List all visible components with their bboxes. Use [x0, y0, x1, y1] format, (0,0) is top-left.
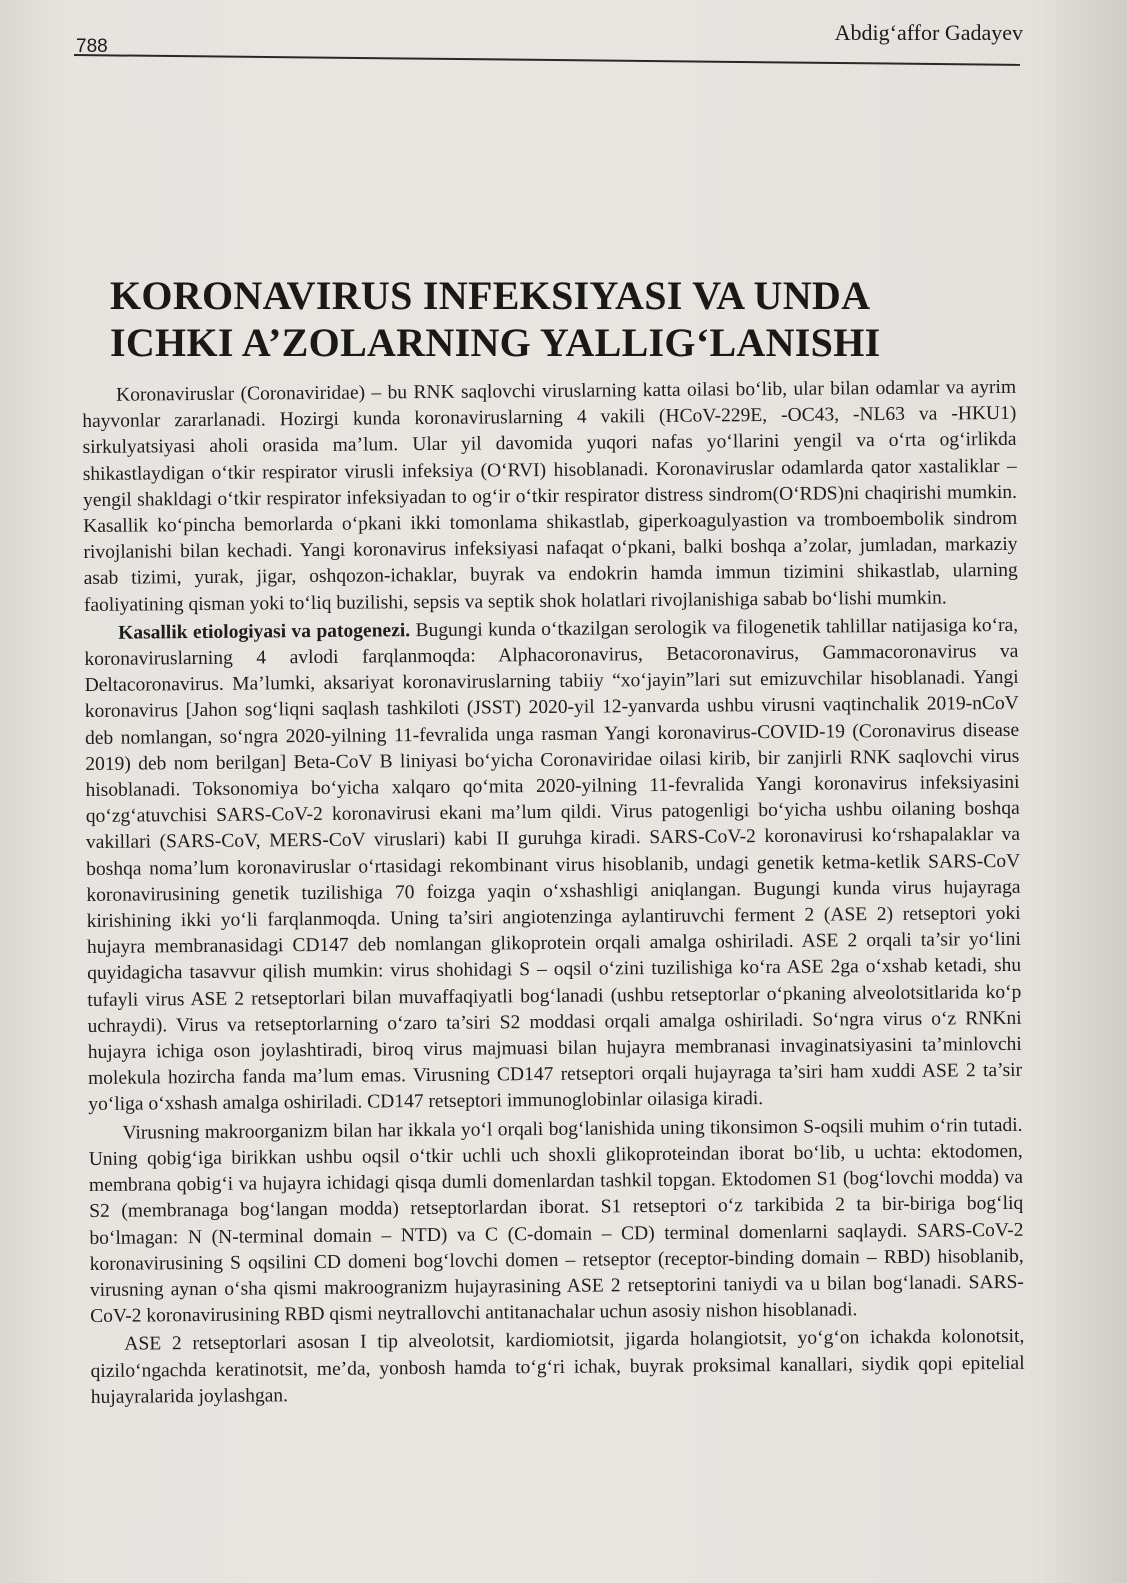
article-title [110, 272, 1010, 366]
article-body [82, 375, 1025, 1413]
title-line-2: ICHKI A’ZOLARNING YALLIG‘LANISHI [110, 320, 881, 365]
title-line-1: KORONAVIRUS INFEKSIYASI VA UNDA [110, 273, 871, 318]
paragraph-etiology [84, 613, 1022, 1119]
running-head-author: Abdig‘affor Gadayev [834, 20, 1023, 45]
page-number: 788 [76, 36, 108, 57]
paragraph-etiology-text: Bugungi kunda o‘tkazilgan serologik va filogenetik tahlillar natijasiga ko‘ra, koronaviruslarning 4 avlodi farqlanmoqda: Alphacoronavirus, Betacoronavirus, Gammacoronavirus va Deltacoronavirus. Ma’lumki, aksariyat koronaviruslarning tabiiy “xo‘jayin”lari sut emizuvchilar hisoblanadi. Yangi koronavirus [Jahon sog‘liqni saqlash tashkiloti (JSST) 2020-yil 12-yanvarda ushbu virusni vaqtinchalik 2019-nCoV deb nomlangan, so‘ngra 2020-yilning 11-fevralida unga rasman Yangi koronavirus-COVID-19 (Coronavirus disease 2019) deb nom berilgan] Beta-CoV B liniyasi bo‘yicha Coronaviridae oilasi kirib, bir zanjirli RNK saqlovchi virus hisoblanadi. Toksonomiya bo‘yicha xalqaro qo‘mita 2020-yilning 11-fevralida Yangi koronavirus infeksiyasini qo‘zg‘atuvchisi SARS-CoV-2 koronavirusi ekani ma’lum qildi. Virus patogenligi bo‘yicha ushbu oilaning boshqa vakillari (SARS-CoV, MERS-CoV viruslari) kabi II guruhga kiradi. SARS-CoV-2 koronavirusi ko‘rshapalaklar va boshqa noma’lum koronaviruslar o‘rtasidagi rekombinant virus hisoblanib, undagi genetik ketma-ketlik SARS-CoV koronavirusining genetik tuzilishiga 70 foizga yaqin o‘xshashligi aniqlangan. Bugungi kunda virus hujayraga kirishining ikki yo‘li farqlanmoqda. Uning ta’siri angiotenzinga aylantiruvchi ferment 2 (ASE 2) retseptori yoki hujayra membranasidagi CD147 deb nomlangan glikoprotein orqali amalga oshiriladi. ASE 2 orqali ta’sir yo‘lini quyidagicha tasavvur qilish mumkin: virus shohidagi S – oqsil o‘zini tuzilishiga ko‘ra ASE 2ga o‘xshab ketadi, shu tufayli virus ASE 2 retseptorlari bilan muvaffaqiyatli bog‘lanadi (ushbu retseptorlar o‘pkaning alveolotsitlarida ko‘p uchraydi). Virus va retseptorlarning o‘zaro ta’siri S2 moddasi orqali amalga oshiriladi. So‘ngra virus o‘z RNKni hujayra ichiga oson joylashtiradi, biroq virus majmuasi bilan hujayra membranasi invaginatsiyasini ta’minlovchi molekula hozircha fanda ma’lum emas. Virusning CD147 retseptori orqali hujayraga ta’siri ham xuddi ASE 2 ta’sir yo‘liga o‘xshash amalga oshiriladi. CD147 retseptori immunoglobinlar oilasiga kiradi. [84, 614, 1023, 1116]
show-through-text [85, 60, 1045, 300]
paragraph-s-protein: Virusning makroorganizm bilan har ikkala yo‘l orqali bog‘lanishida uning tikonsimon S-oqsili muhim o‘rin tutadi. Uning qobig‘iga birikkan ushbu oqsil o‘tkir uchli uch shoxli glikoproteindan iborat bo‘lib, u uchta: ektodomen, membrana qobig‘i va hujayra ichidagi qisqa dumli domenlardan tashkil topgan. Ektodomen S1 (bog‘lovchi modda) va S2 (membranaga bog‘langan modda) retseptorlardan iborat. S1 retseptori o‘z tarkibida 2 ta bir-biriga bog‘liq bo‘lmagan: N (N-terminal domain – NTD) va C (C-domain – CD) terminal domenlarni saqlaydi. SARS-CoV-2 koronavirusining S oqsilini CD domeni bog‘lovchi domen – retseptor (receptor-binding domain – RBD) hisoblanib, virusning aynan o‘sha qismi makroogranizm hujayrasining ASE 2 retseptorini taniydi va u bilan bog‘lanadi. SARS-CoV-2 koronavirusining RBD qismi neytrallovchi antitanachalar uchun asosiy nishon hisoblanadi. [88, 1114, 1024, 1328]
paragraph-intro: Koronaviruslar (Coronaviridae) – bu RNK saqlovchi viruslarning katta oilasi bo‘lib, ular bilan odamlar va ayrim hayvonlar zararlanadi. Hozirgi kunda koronaviruslarning 4 vakili (HCoV-229E, -OC43, -NL63 va -HKU1) sirkulyatsiyasi aholi orasida ma’lum. Ular yil davomida yuqori nafas yo‘llarini yengil va o‘rta og‘irlikda shikastlaydigan o‘tkir respirator virusli infeksiya (O‘RVI) hisoblanadi. Koronaviruslar odamlarda qator xastaliklar – yengil shakldagi o‘tkir respirator infeksiyadan to og‘ir o‘tkir respirator distress sindrom(O‘RDS)ni chaqirishi mumkin. Kasallik ko‘pincha bemorlarda o‘pkani ikki tomonlama shikastlab, giperkoagulyastion va tromboembolik sindrom rivojlanishi bilan kechadi. Yangi koronavirus infeksiyasi nafaqat o‘pkani, balki boshqa a’zolar, jumladan, markaziy asab tizimi, yurak, jigar, oshqozon-ichaklar, buyrak va endokrin hamda immun tizimini shikastlab, ularning faoliyatining qisman yoki to‘liq buzilishi, sepsis va septik shok holatlari rivojlanishiga sabab bo‘lishi mumkin. [82, 376, 1018, 616]
paragraph-ace2-receptors: ASE 2 retseptorlari asosan I tip alveolotsit, kardiomiotsit, jigarda holangiotsit, yo‘g‘on ichakda kolonotsit, qizilo‘ngachda keratinotsit, me’da, yonbosh hamda to‘g‘ri ichak, buyrak proksimal kanallari, siydik qopi epitelial hujayralarida joylashgan. [90, 1326, 1025, 1408]
section-heading-etiology: Kasallik etiologiyasi va patogenezi. [118, 619, 411, 644]
